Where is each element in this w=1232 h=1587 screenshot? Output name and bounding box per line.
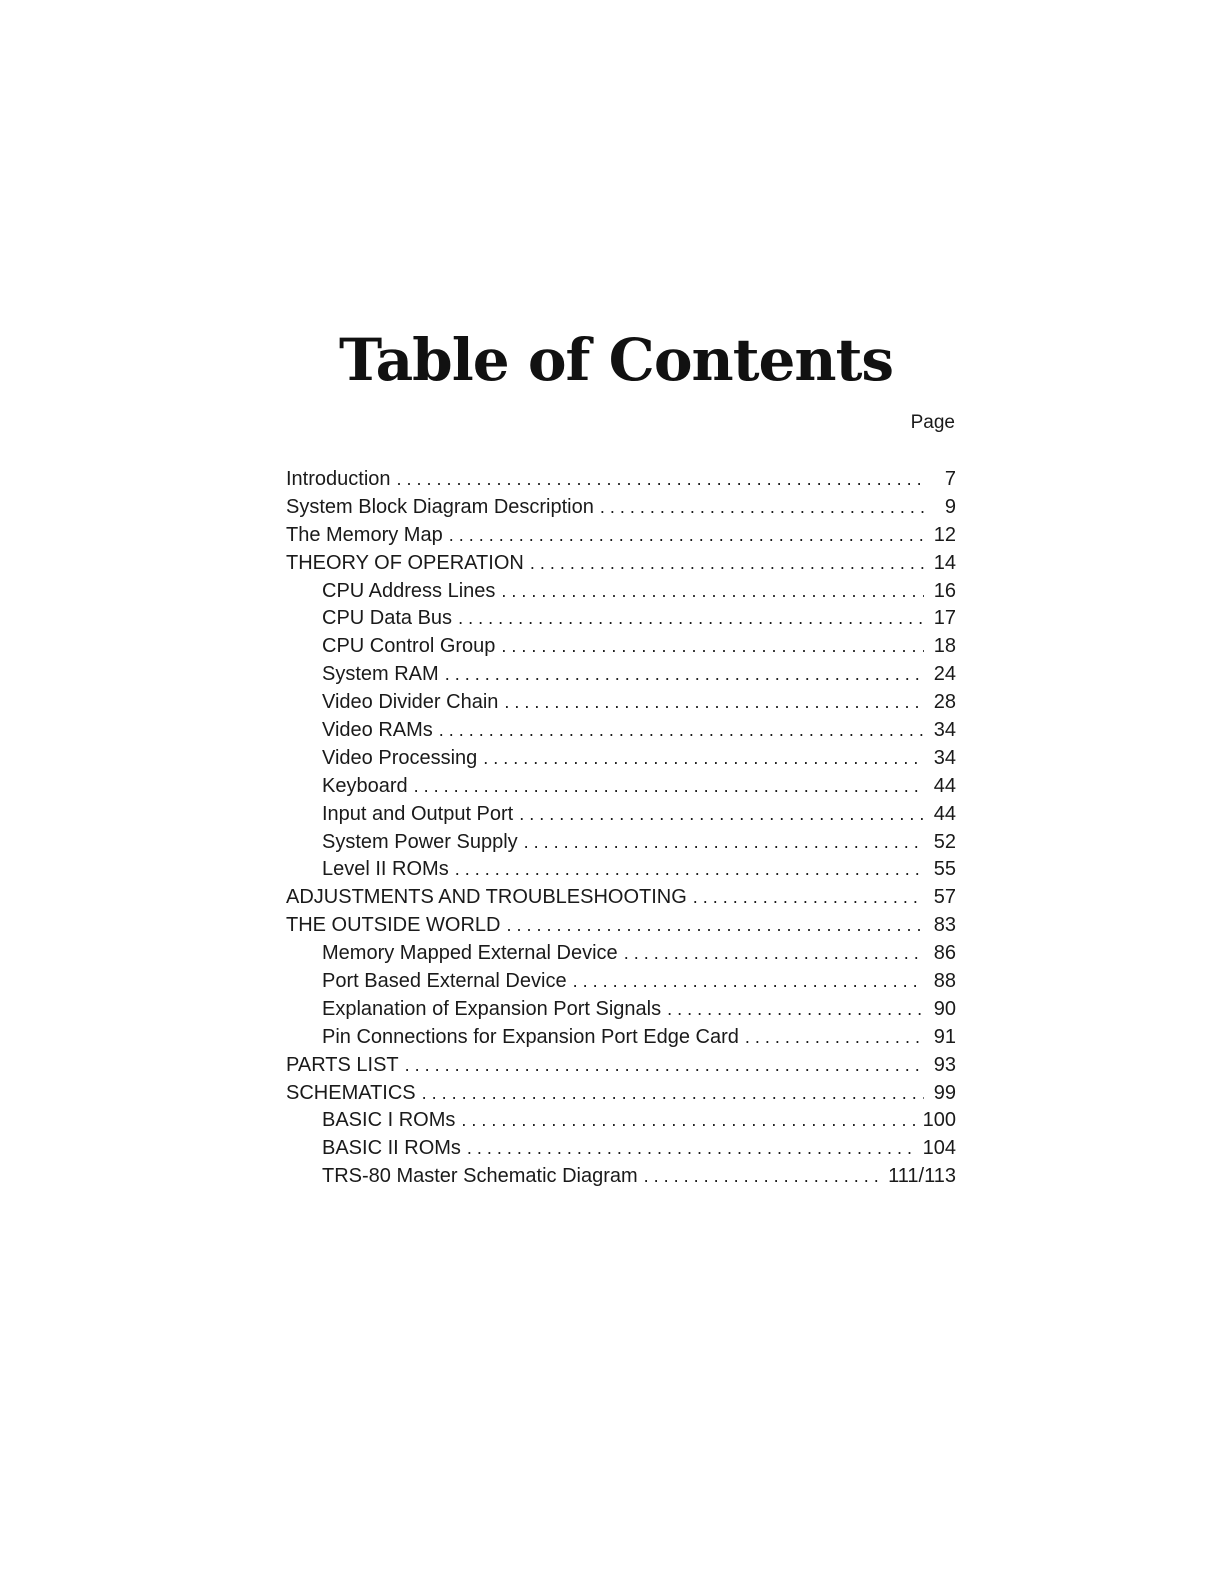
toc-dot-leader (397, 466, 924, 494)
toc-entry (286, 856, 956, 884)
toc-entry-page: 93 (933, 1053, 956, 1076)
toc-dot-leader (422, 1080, 924, 1108)
toc-dot-leader (524, 829, 924, 857)
toc-entry (286, 884, 956, 912)
toc-entry-page: 86 (933, 942, 956, 965)
toc-dot-leader (519, 801, 924, 829)
toc-entry-label: THE OUTSIDE WORLD (286, 914, 501, 937)
toc-dot-leader (439, 717, 924, 745)
toc-entry (286, 773, 956, 801)
toc-dot-leader (445, 661, 924, 689)
toc-entry-page: 91 (933, 1025, 956, 1048)
page-title: Table of Contents (338, 326, 894, 394)
toc-entry-page: 17 (933, 607, 956, 630)
toc-entry (286, 689, 956, 717)
toc-dot-leader (501, 633, 924, 661)
toc-entry-label: Explanation of Expansion Port Signals (322, 997, 662, 1020)
toc-entry-label: System Power Supply (322, 830, 518, 853)
toc-dot-leader (530, 550, 924, 578)
toc-entry (286, 550, 956, 578)
toc-dot-leader (414, 773, 924, 801)
toc-entry (286, 1052, 956, 1080)
toc-dot-leader (644, 1163, 881, 1191)
toc-dot-leader (624, 940, 924, 968)
toc-entry (286, 940, 956, 968)
toc-entry-page: 18 (933, 635, 956, 658)
toc-entry-page: 88 (933, 970, 956, 993)
toc-dot-leader (667, 996, 924, 1024)
toc-entry-label: TRS-80 Master Schematic Diagram (322, 1165, 638, 1188)
toc-entry (286, 1163, 956, 1191)
toc-entry-page: 104 (922, 1137, 956, 1160)
toc-dot-leader (467, 1135, 915, 1163)
toc-entry-page: 14 (933, 551, 956, 574)
toc-entry (286, 1080, 956, 1108)
toc-entry-label: Memory Mapped External Device (322, 942, 618, 965)
toc-entry-label: System RAM (322, 663, 439, 686)
toc-entry (286, 801, 956, 829)
toc-entry-page: 83 (933, 914, 956, 937)
toc-entry-label: Video Processing (322, 746, 478, 769)
toc-dot-leader (449, 522, 924, 550)
toc-entry-label: SCHEMATICS (286, 1081, 416, 1104)
toc-entry (286, 745, 956, 773)
toc-entry-page: 44 (933, 802, 956, 825)
toc-entry-label: BASIC II ROMs (322, 1137, 461, 1160)
toc-dot-leader (573, 968, 924, 996)
toc-entry (286, 1135, 956, 1163)
toc-entry-page: 24 (933, 663, 956, 686)
page-column-header: Page (910, 412, 955, 433)
toc-entry-label: Introduction (286, 468, 391, 490)
toc-entry-label: Video Divider Chain (322, 691, 499, 714)
toc-dot-leader (501, 578, 924, 606)
toc-entry (286, 1024, 956, 1052)
toc-entry-page: 34 (933, 719, 956, 742)
toc-dot-leader (461, 1107, 914, 1135)
toc-entry-label: CPU Address Lines (322, 579, 496, 602)
toc-entry-label: Video RAMs (322, 719, 433, 742)
toc-entry-page: 44 (933, 774, 956, 797)
toc-dot-leader (600, 494, 924, 522)
toc-entry (286, 1107, 956, 1135)
toc-entry-label: THEORY OF OPERATION (286, 551, 524, 574)
toc-entry-page: 16 (933, 579, 956, 602)
toc-entry (286, 717, 956, 745)
toc-dot-leader (405, 1052, 924, 1080)
toc-entry (286, 661, 956, 689)
toc-entry-page: 34 (933, 746, 956, 769)
toc-entry-label: CPU Data Bus (322, 607, 453, 630)
toc-entry-page: 7 (944, 468, 956, 490)
toc-entry-page: 99 (933, 1081, 956, 1104)
toc-entry-page: 28 (933, 691, 956, 714)
toc-dot-leader (455, 856, 924, 884)
toc-entry-label: BASIC I ROMs (322, 1109, 456, 1132)
toc-dot-leader (745, 1024, 924, 1052)
toc-entry-page: 12 (933, 523, 956, 546)
toc-entry-label: ADJUSTMENTS AND TROUBLESHOOTING (286, 886, 687, 909)
toc-entry (286, 605, 956, 633)
toc-entry (286, 578, 956, 606)
toc-dot-leader (504, 689, 924, 717)
toc-entry (286, 466, 956, 494)
toc-entry (286, 996, 956, 1024)
toc-entry-label: CPU Control Group (322, 635, 496, 658)
toc-dot-leader (693, 884, 924, 912)
table-of-contents (286, 466, 956, 1191)
toc-dot-leader (458, 605, 924, 633)
toc-entry-page: 55 (933, 858, 956, 881)
toc-entry (286, 912, 956, 940)
toc-entry-label: PARTS LIST (286, 1053, 399, 1076)
toc-entry-label: System Block Diagram Description (286, 495, 594, 518)
toc-entry-page: 100 (922, 1109, 956, 1132)
toc-entry (286, 829, 956, 857)
toc-entry-label: Input and Output Port (322, 802, 514, 825)
toc-entry-page: 9 (944, 495, 956, 518)
toc-entry-label: The Memory Map (286, 523, 443, 546)
toc-entry (286, 522, 956, 550)
toc-entry-page: 90 (933, 997, 956, 1020)
toc-entry-page: 57 (933, 886, 956, 909)
toc-entry (286, 633, 956, 661)
toc-dot-leader (506, 912, 924, 940)
toc-entry-label: Pin Connections for Expansion Port Edge Card (322, 1025, 739, 1048)
toc-entry-page: 111/113 (888, 1165, 956, 1188)
toc-entry-label: Keyboard (322, 774, 408, 797)
toc-entry-page: 52 (933, 830, 956, 853)
toc-entry (286, 968, 956, 996)
toc-entry (286, 494, 956, 522)
toc-entry-label: Port Based External Device (322, 970, 567, 993)
toc-entry-label: Level II ROMs (322, 858, 449, 881)
toc-dot-leader (483, 745, 924, 773)
